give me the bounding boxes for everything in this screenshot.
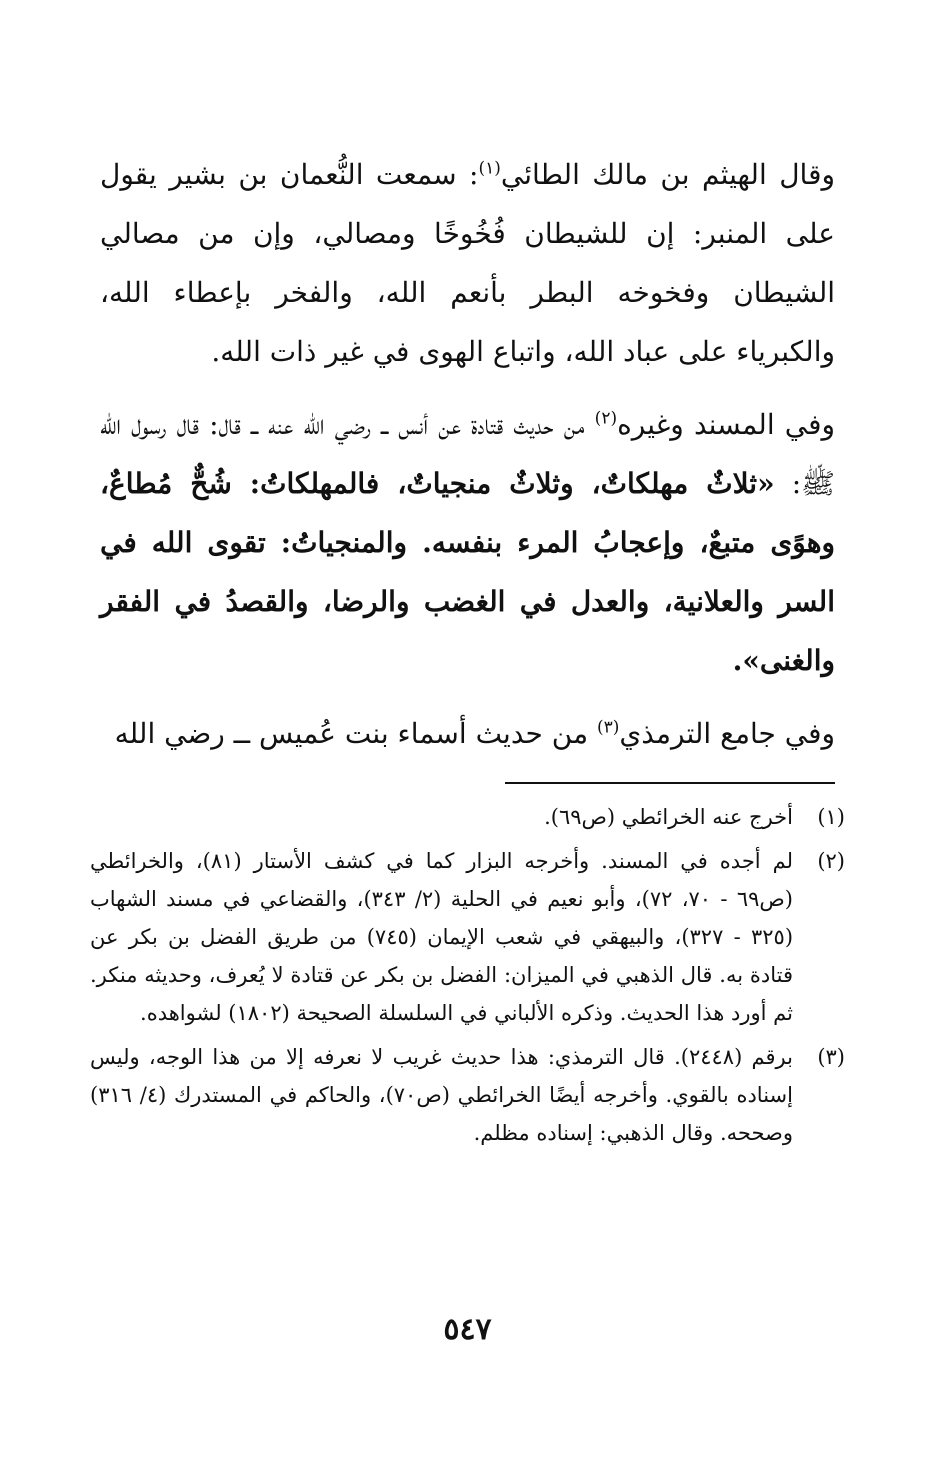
paragraph-3-rest: من حديث أسماء بنت عُميس ــ رضي الله <box>114 717 597 750</box>
footnote-text: أخرج عنه الخرائطي (ص٦٩). <box>544 805 793 829</box>
paragraph-2-intro: من حديث قتادة عن أنس ــ رضي الله عنه ــ قال: قال رسول الله ﷺ: <box>100 408 835 500</box>
footnote-3 <box>90 1038 845 1152</box>
footnote-text: لم أجده في المسند. وأخرجه البزار كما في كشف الأستار (٨١)، والخرائطي (ص٦٩ - ٧٠، ٧٢)، وأبو نعيم في الحلية (٢/ ٣٤٣)، والقضاعي في مسند الشهاب (٣٢٥ - ٣٢٧)، والبيهقي في شعب الإيمان (٧٤٥) من طريق الفضل بن بكر عن قتادة به. قال الذهبي في الميزان: الفضل بن بكر عن قتادة لا يُعرف، وحديثه منكر. ثم أورد هذا الحديث. وذكره الألباني في السلسلة الصحيحة (١٨٠٢) لشواهده. <box>90 849 794 1025</box>
footnote-ref-2[interactable]: (٢) <box>594 408 618 429</box>
paragraph-1-start: وقال الهيثم بن مالك الطائي <box>500 158 835 191</box>
paragraph-2-start: وفي المسند وغيره <box>617 408 835 441</box>
paragraph-3 <box>100 704 835 763</box>
footnotes <box>90 798 845 1158</box>
footnote-number: (٣) <box>817 1045 845 1069</box>
footnote-ref-1[interactable]: (١) <box>478 158 501 179</box>
footnote-number: (١) <box>817 805 845 829</box>
footnote-1 <box>90 798 845 836</box>
page-number: ٥٤٧ <box>443 1312 492 1347</box>
paragraph-1-rest: : سمعت النُّعمان بن بشير يقول على المنبر: إن للشيطان فُخُوخًا ومصالي، وإن من مصالي الشيطان وفخوخه البطر بأنعم الله، والفخر بإعطاء الله، والكبرياء على عباد الله، واتباع الهوى في غير ذات الله. <box>100 158 835 368</box>
footnote-separator <box>505 782 835 784</box>
paragraph-3-start: وفي جامع الترمذي <box>619 717 835 750</box>
footnote-number: (٢) <box>817 849 845 873</box>
paragraph-2 <box>100 395 835 690</box>
footnote-2 <box>90 842 845 1032</box>
footnote-text: برقم (٢٤٤٨). قال الترمذي: هذا حديث غريب لا نعرفه إلا من هذا الوجه، وليس إسناده بالقوي. وأخرجه أيضًا الخرائطي (ص٧٠)، والحاكم في المستدرك (٤/ ٣١٦) وصححه. وقال الذهبي: إسناده مظلم. <box>90 1045 793 1145</box>
hadith-quote: «ثلاثٌ مهلكاتٌ، وثلاثٌ منجياتٌ، فالمهلكاتُ: شُحٌّ مُطاعٌ، وهوًى متبعٌ، وإعجابُ المرء بنفسه. والمنجياتُ: تقوى الله في السر والعلانية، والعدل في الغضب والرضا، والقصدُ في الفقر والغنى». <box>100 467 835 677</box>
footnote-ref-3[interactable]: (٣) <box>596 717 620 738</box>
main-text <box>100 145 835 777</box>
paragraph-1 <box>100 145 835 381</box>
